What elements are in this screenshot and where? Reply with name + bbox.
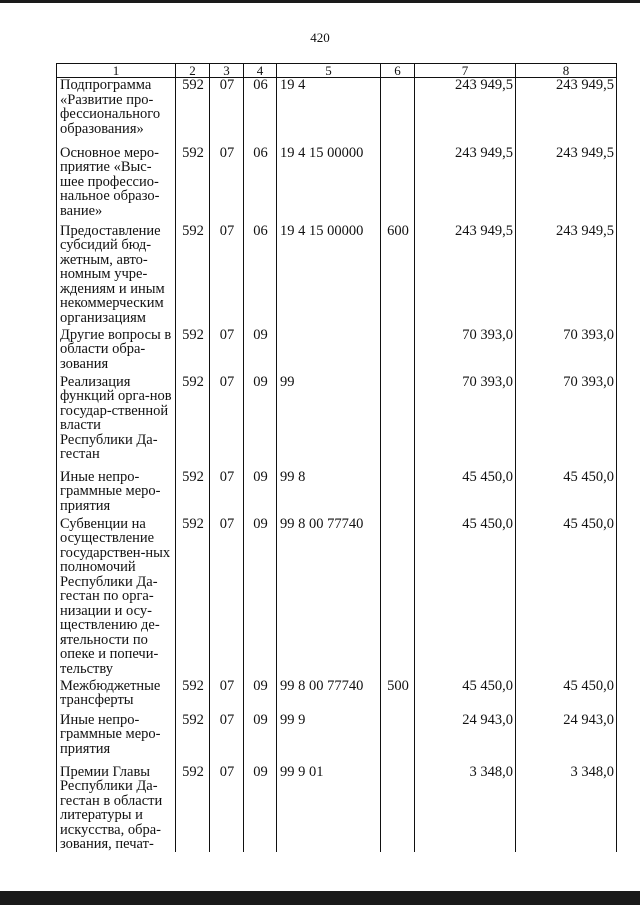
cell-amount-8: 45 450,0 xyxy=(516,517,617,679)
cell-expense-type xyxy=(381,713,415,765)
cell-target-article: 99 9 xyxy=(277,713,381,765)
cell-target-article: 99 8 00 77740 xyxy=(277,679,381,713)
cell-expense-type: 500 xyxy=(381,679,415,713)
cell-ministry-code: 592 xyxy=(176,146,210,224)
row-title: Субвенции на осуществление государствен-ных полномочий Республики Да-гестан по орга-низации и осу-ществлению де-ятельности по опеке и попечи-тельству xyxy=(57,517,176,679)
cell-expense-type xyxy=(381,470,415,517)
cell-subsection-code: 06 xyxy=(244,146,277,224)
cell-expense-type xyxy=(381,375,415,470)
cell-target-article: 99 8 xyxy=(277,470,381,517)
budget-table xyxy=(56,63,617,852)
cell-subsection-code: 09 xyxy=(244,470,277,517)
cell-section-code: 07 xyxy=(210,375,244,470)
cell-amount-8: 243 949,5 xyxy=(516,146,617,224)
table-row xyxy=(57,78,617,146)
cell-subsection-code: 09 xyxy=(244,375,277,470)
cell-target-article: 99 9 01 xyxy=(277,765,381,852)
cell-amount-8: 243 949,5 xyxy=(516,224,617,328)
cell-subsection-code: 09 xyxy=(244,328,277,375)
cell-amount-7: 45 450,0 xyxy=(415,517,516,679)
table-row xyxy=(57,328,617,375)
cell-expense-type: 600 xyxy=(381,224,415,328)
row-title: Межбюджетные трансферты xyxy=(57,679,176,713)
column-header: 1 xyxy=(57,64,176,78)
row-title: Премии Главы Республики Да-гестан в области литературы и искусства, обра-зования, печат- xyxy=(57,765,176,852)
cell-expense-type xyxy=(381,78,415,146)
cell-subsection-code: 09 xyxy=(244,517,277,679)
cell-section-code: 07 xyxy=(210,517,244,679)
cell-expense-type xyxy=(381,517,415,679)
table-body xyxy=(57,78,617,852)
column-header: 7 xyxy=(415,64,516,78)
cell-amount-8: 24 943,0 xyxy=(516,713,617,765)
cell-section-code: 07 xyxy=(210,328,244,375)
table-header-row xyxy=(57,64,617,78)
cell-amount-7: 243 949,5 xyxy=(415,146,516,224)
cell-section-code: 07 xyxy=(210,470,244,517)
cell-ministry-code: 592 xyxy=(176,765,210,852)
cell-section-code: 07 xyxy=(210,78,244,146)
cell-amount-7: 45 450,0 xyxy=(415,679,516,713)
column-header: 4 xyxy=(244,64,277,78)
cell-section-code: 07 xyxy=(210,146,244,224)
cell-subsection-code: 09 xyxy=(244,713,277,765)
cell-expense-type xyxy=(381,146,415,224)
cell-amount-8: 45 450,0 xyxy=(516,470,617,517)
cell-subsection-code: 09 xyxy=(244,765,277,852)
cell-amount-8: 70 393,0 xyxy=(516,375,617,470)
cell-ministry-code: 592 xyxy=(176,78,210,146)
column-header: 8 xyxy=(516,64,617,78)
scan-edge-top xyxy=(0,0,640,3)
cell-target-article: 99 xyxy=(277,375,381,470)
cell-section-code: 07 xyxy=(210,713,244,765)
row-title: Предоставление субсидий бюд-жетным, авто-номным учре-ждениям и иным некоммерческим организациям xyxy=(57,224,176,328)
table-row xyxy=(57,224,617,328)
column-header: 6 xyxy=(381,64,415,78)
cell-section-code: 07 xyxy=(210,224,244,328)
cell-ministry-code: 592 xyxy=(176,713,210,765)
cell-subsection-code: 06 xyxy=(244,224,277,328)
cell-subsection-code: 06 xyxy=(244,78,277,146)
cell-amount-7: 3 348,0 xyxy=(415,765,516,852)
cell-amount-8: 3 348,0 xyxy=(516,765,617,852)
table-row xyxy=(57,679,617,713)
cell-amount-8: 243 949,5 xyxy=(516,78,617,146)
cell-amount-7: 45 450,0 xyxy=(415,470,516,517)
column-header: 5 xyxy=(277,64,381,78)
cell-amount-7: 243 949,5 xyxy=(415,78,516,146)
cell-target-article xyxy=(277,328,381,375)
cell-subsection-code: 09 xyxy=(244,679,277,713)
row-title: Другие вопросы в области обра-зования xyxy=(57,328,176,375)
cell-ministry-code: 592 xyxy=(176,470,210,517)
cell-amount-7: 70 393,0 xyxy=(415,328,516,375)
cell-amount-8: 45 450,0 xyxy=(516,679,617,713)
table-row xyxy=(57,470,617,517)
cell-expense-type xyxy=(381,765,415,852)
scan-edge-bottom xyxy=(0,891,640,905)
page-number: 420 xyxy=(310,30,330,45)
row-title: Иные непро-граммные меро-приятия xyxy=(57,713,176,765)
cell-amount-7: 24 943,0 xyxy=(415,713,516,765)
table-row xyxy=(57,146,617,224)
cell-amount-7: 70 393,0 xyxy=(415,375,516,470)
cell-amount-8: 70 393,0 xyxy=(516,328,617,375)
table-row xyxy=(57,517,617,679)
row-title: Подпрограмма «Развитие про-фессионального образования» xyxy=(57,78,176,146)
cell-section-code: 07 xyxy=(210,679,244,713)
cell-expense-type xyxy=(381,328,415,375)
cell-ministry-code: 592 xyxy=(176,328,210,375)
cell-ministry-code: 592 xyxy=(176,517,210,679)
column-header: 2 xyxy=(176,64,210,78)
cell-target-article: 19 4 15 00000 xyxy=(277,224,381,328)
cell-ministry-code: 592 xyxy=(176,375,210,470)
cell-amount-7: 243 949,5 xyxy=(415,224,516,328)
table-row xyxy=(57,765,617,852)
column-header: 3 xyxy=(210,64,244,78)
cell-target-article: 99 8 00 77740 xyxy=(277,517,381,679)
table-row xyxy=(57,713,617,765)
row-title: Иные непро-граммные меро-приятия xyxy=(57,470,176,517)
row-title: Основное меро-приятие «Выс-шее профессио-нальное образо-вание» xyxy=(57,146,176,224)
table-row xyxy=(57,375,617,470)
cell-target-article: 19 4 xyxy=(277,78,381,146)
row-title: Реализация функций орга-нов государ-ственной власти Республики Да-гестан xyxy=(57,375,176,470)
cell-target-article: 19 4 15 00000 xyxy=(277,146,381,224)
cell-section-code: 07 xyxy=(210,765,244,852)
cell-ministry-code: 592 xyxy=(176,679,210,713)
cell-ministry-code: 592 xyxy=(176,224,210,328)
